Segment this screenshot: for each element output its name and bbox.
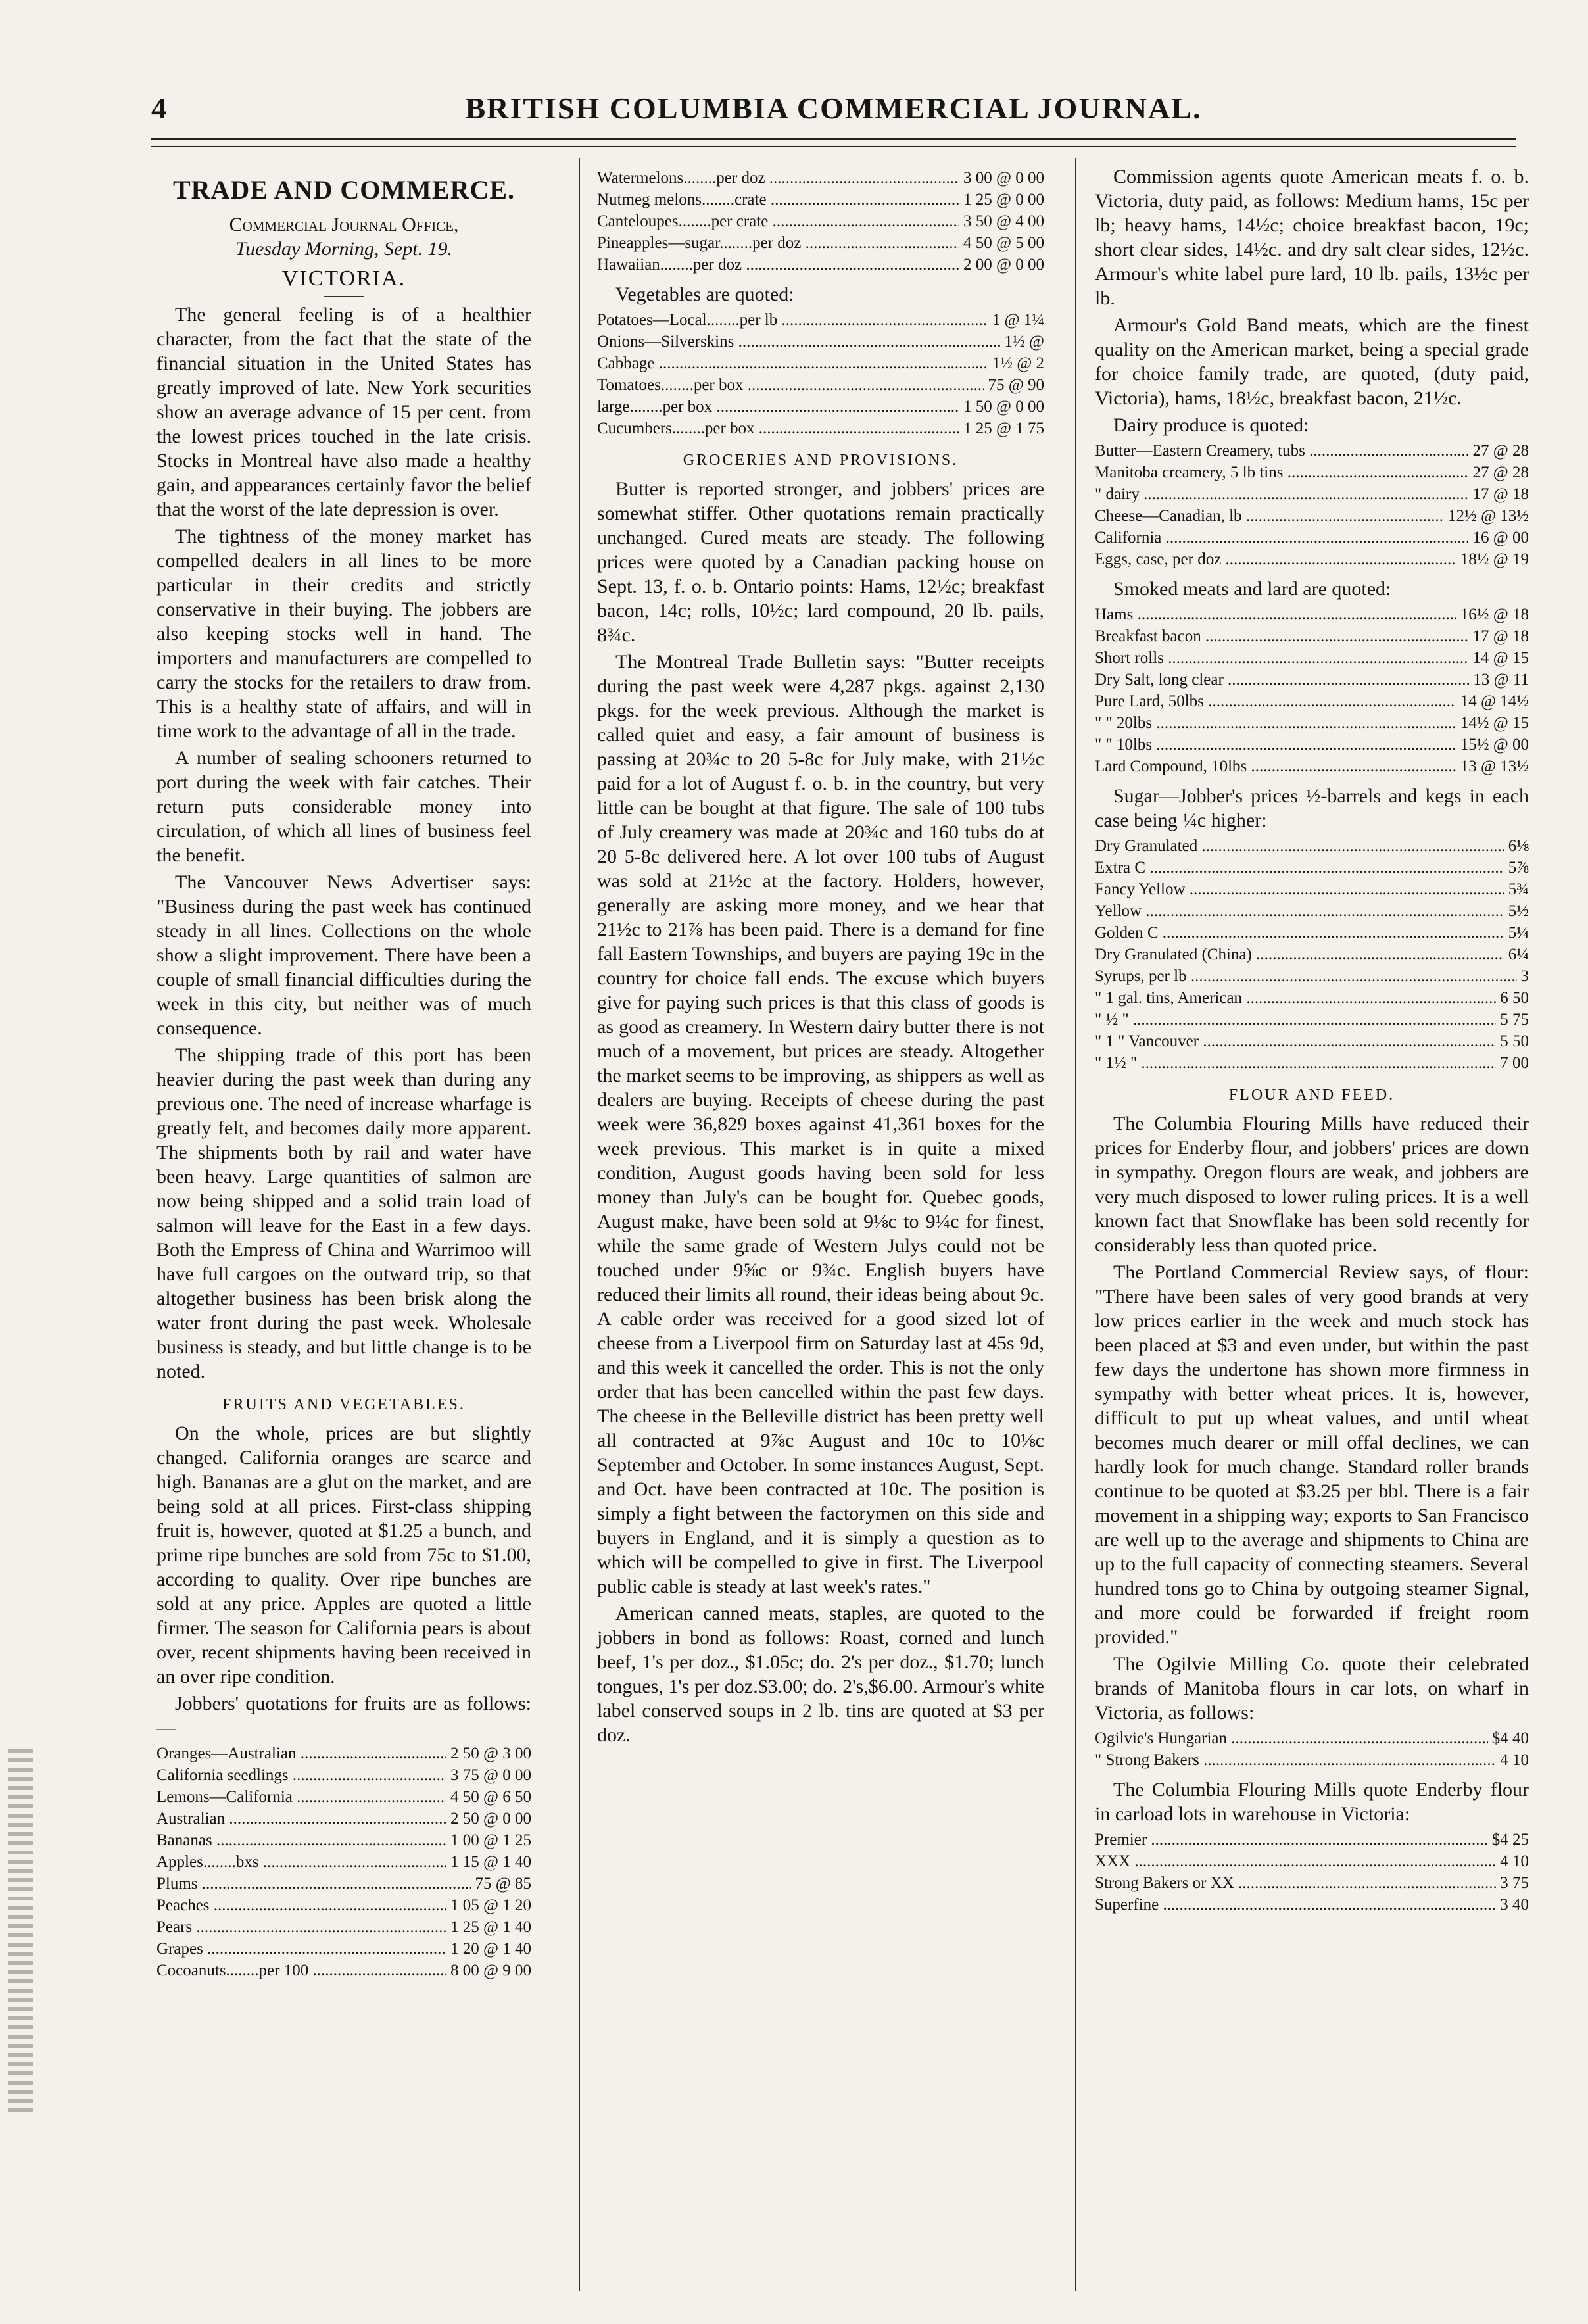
price-row [1095,1829,1529,1851]
price-row [597,254,1044,276]
item-price: 5⅞ [1508,859,1529,877]
item-price: 14½ @ 15 [1460,714,1529,732]
item-price: 17 @ 18 [1472,627,1529,645]
price-row [156,1851,531,1873]
paragraph: The Ogilvie Milling Co. quote their celebrated brands of Manitoba flours in car lots, on wharf in Victoria, as follows: [1095,1653,1529,1724]
item-price: 4 10 [1500,1852,1529,1870]
price-row [156,1938,531,1960]
item-price: 3 40 [1500,1896,1529,1914]
price-row [1095,1009,1529,1030]
item-price: 3 00 @ 0 00 [963,169,1044,187]
price-row [156,1808,531,1829]
price-row [1095,1894,1529,1916]
paragraph: American canned meats, staples, are quoted to the jobbers in bond as follows: Roast, corned and lunch beef, 1's per doz., $1.05c; do. 2's per doz., $1.70; lunch tongues, 1's per doz.$3.00; do. 2's,$6.00. Armour's white label conserved soups in 2 lb. tins are quoted at $3 per doz. [597,1603,1044,1746]
item-price: 2 50 @ 3 00 [450,1745,531,1762]
item-name: large........per box ..... [597,396,959,418]
item-name: Breakfast bacon ..... [1095,625,1468,647]
price-row [1095,879,1529,900]
item-name: Dry Salt, long clear ..... [1095,669,1469,690]
price-row [597,309,1044,331]
item-price: 3 75 [1500,1874,1529,1892]
price-row [1095,857,1529,879]
paragraph: The Columbia Flouring Mills have reduced their prices for Enderby flour, and jobbers' prices are down in sympathy. Oregon flours are weak, and jobbers are very much disposed to lower ruling prices. It is a well known fact that Snowflake has been sold recently for considerably less than quoted price. [1095,1113,1529,1256]
item-name: Onions—Silverskins ..... [597,331,1000,352]
item-name: Superfine ..... [1095,1894,1496,1916]
item-name: Fancy Yellow ..... [1095,879,1504,900]
item-name: Hams ..... [1095,604,1456,625]
item-price: $4 40 [1491,1730,1529,1747]
price-row [156,1786,531,1808]
item-name: Yellow ..... [1095,900,1504,922]
price-row [156,1873,531,1895]
divider [324,296,364,297]
subheading: GROCERIES AND PROVISIONS. [683,452,959,469]
paragraph: On the whole, prices are but slightly changed. California oranges are scarce and high. Bananas are a glut on the market, and are being sold at all prices. First-class shipping fruit is, however, quoted at $1.25 a bunch, and prime ripe bunches are sold from 75c to $1.00, according to quality. Over ripe bunches are sold at any price. Apples are quoted a little firmer. The season for California pears is about over, recent shipments having been received in an over ripe condition. [156,1422,531,1687]
paragraph: The Vancouver News Advertiser says: "Business during the past week has continued steady in all lines. Collections on the whole show a slight improvement. There have been a couple of small financial difficulties during the week in this city, but neither was of much consequence. [156,871,531,1039]
price-row [597,396,1044,418]
item-name: Eggs, case, per doz ..... [1095,548,1456,570]
price-table [597,167,1044,276]
price-table [156,1743,531,1981]
item-name: " 1 gal. tins, American ..... [1095,987,1496,1009]
paragraph: The shipping trade of this port has been heavier during the past week than during any previous one. The need of increase wharfage is greatly felt, and becomes daily more apparent. The shipments both by rail and water have been heavy. Large quantities of salmon are now being shipped and a solid train load of salmon will leave for the East in a few days. Both the Empress of China and Warrimoo will have full cargoes on the outward trip, so that altogether business has been brisk along the water front during the past week. Wholesale business is steady, and but little change is to be noted. [156,1044,531,1382]
item-name: Lard Compound, 10lbs ..... [1095,756,1456,777]
item-name: Pineapples—sugar........per doz ..... [597,232,959,254]
price-row [1095,647,1529,669]
item-name: Lemons—California ..... [156,1786,446,1808]
subheading: FRUITS AND VEGETABLES. [222,1396,466,1413]
paragraph: Jobbers' quotations for fruits are as follows:— [156,1693,531,1739]
item-name: Ogilvie's Hungarian ..... [1095,1728,1488,1749]
item-name: California ..... [1095,527,1468,548]
price-row [1095,604,1529,625]
item-price: 3 75 @ 0 00 [450,1766,531,1784]
item-name: Australian ..... [156,1808,446,1829]
item-price: 27 @ 28 [1472,464,1529,481]
item-name: Syrups, per lb ..... [1095,965,1517,987]
item-price: 17 @ 18 [1472,485,1529,503]
price-row [597,167,1044,189]
price-row [597,189,1044,210]
price-table [1095,440,1529,570]
item-name: Nutmeg melons........crate ..... [597,189,959,210]
price-row [1095,669,1529,690]
price-row [156,1764,531,1786]
paragraph: Vegetables are quoted: [615,283,794,305]
price-table [1095,835,1529,1074]
item-price: 1 50 @ 0 00 [963,398,1044,416]
price-row [1095,1851,1529,1872]
item-price: 3 50 @ 4 00 [963,212,1044,230]
price-row [1095,505,1529,527]
price-row [1095,734,1529,756]
price-row [597,232,1044,254]
header-rule-thin [151,146,1516,147]
price-row [1095,987,1529,1009]
item-price: 18½ @ 19 [1460,550,1529,568]
paragraph: Commission agents quote American meats f. o. b. Victoria, duty paid, as follows: Medium hams, 15c per lb; heavy hams, 14½c; choice breakfast bacon, 19c; short clear sides, 14½c. and dry salt clear sides, 12½c. Armour's white label pure lard, 10 lb. pails, 13½c per lb. [1095,166,1529,309]
item-price: 1 25 @ 1 40 [450,1918,531,1936]
item-price: 1 20 @ 1 40 [450,1940,531,1958]
item-name: Apples........bxs ..... [156,1851,446,1873]
item-name: XXX ..... [1095,1851,1496,1872]
item-name: Cheese—Canadian, lb ..... [1095,505,1444,527]
item-name: Strong Bakers or XX ..... [1095,1872,1496,1894]
header-rule [151,138,1516,140]
item-price: 12½ @ 13½ [1447,507,1529,525]
price-row [1095,483,1529,505]
dateline: Tuesday Morning, Sept. 19. [235,238,452,260]
paragraph: Butter is reported stronger, and jobbers' prices are somewhat stiffer. Other quotations remain practically unchanged. Cured meats are steady. The following prices were quoted by a Canadian packing house on Sept. 13, f. o. b. Ontario points: Hams, 12½c; breakfast bacon, 14c; rolls, 10½c; lard compound, 20 lb. pails, 8¾c. [597,478,1044,646]
scan-edge-artifact [8,1749,33,2118]
price-row [1095,712,1529,734]
price-table [1095,1728,1529,1771]
item-name: Watermelons........per doz ..... [597,167,959,189]
item-price: 5¼ [1508,924,1529,942]
paragraph: The Montreal Trade Bulletin says: "Butter receipts during the past week were 4,287 pkgs. against 2,130 pkgs. for the week previous. Although the market is called quiet and easy, a fair amount of business is passing at 20¾c to 20 5-8c for July make, with 21½c paid for a lot of August f. o. b. in the country, but very little can be bought at that figure. The sale of 100 tubs of July creamery was made at 20¾c and 160 tubs do at 20 5-8c delivered here. A lot over 100 tubs of August was sold at 21½c at the factory. Holders, however, generally are asking more money, and we hear that 21½c to 21⅞ has been paid. There is a demand for fine fall Eastern Townships, and buyers are paying 19c in the country for choice fall ends. The excuse which buyers give for paying such prices is that this class of goods is as good as creamery. In Western dairy butter there is not much of a movement, but prices are steady. Altogether the market seems to be improving, as shippers as well as dealers are buying. Receipts of cheese during the past week were 36,829 boxes against 41,361 boxes for the week previous. This market is in quite a mixed condition, August goods having been sold for less money than July's can be bought for. Quebec goods, August make, have been sold at 9⅛c to 9¼c for finest, while the same grade of Western Julys could not be touched under 9⅝c or 9¾c. English buyers have reduced their limits all round, their ideas being about 9c. A cable order was received for a good sized lot of cheese from a Liverpool firm on Saturday last at 45s 9d, and this week it cancelled the order. This is not the only order that has been cancelled within the past few days. The cheese in the Belleville district has been pretty well all contracted at 9⅞c August and 10c to 10⅛c September and October. In some instances August, Sept. and Oct. have been contracted at 10c. The position is simply a fight between the factorymen on this side and buyers in England, and it is simply a question as to which will be compelled to give in first. The Liverpool public cable is steady at last week's rates." [597,651,1044,1597]
price-row [1095,756,1529,777]
item-name: Short rolls ..... [1095,647,1468,669]
item-name: Premier ..... [1095,1829,1488,1851]
item-price: 5¾ [1508,881,1529,898]
price-row [1095,625,1529,647]
price-row [597,418,1044,439]
column-divider [579,158,580,2291]
item-name: Hawaiian........per doz ..... [597,254,959,276]
item-price: 3 [1520,967,1529,985]
paragraph: Smoked meats and lard are quoted: [1113,578,1391,600]
item-price: 1 25 @ 0 00 [963,191,1044,208]
item-price: 14 @ 15 [1472,649,1529,667]
item-name: Extra C ..... [1095,857,1504,879]
item-name: " Strong Bakers ..... [1095,1749,1496,1771]
price-row [597,352,1044,374]
item-price: 6⅛ [1508,837,1529,855]
item-price: 4 50 @ 5 00 [963,234,1044,252]
price-row [156,1743,531,1764]
subheading: FLOUR AND FEED. [1228,1086,1395,1103]
item-price: 16½ @ 18 [1460,606,1529,623]
paragraph: Armour's Gold Band meats, which are the finest quality on the American market, being a special grade for choice family trade, are quoted, (duty paid, Victoria), hams, 18½c, breakfast bacon, 21½c. [1095,314,1529,409]
price-row [1095,965,1529,987]
item-name: Peaches ..... [156,1895,446,1916]
item-price: 6 50 [1500,989,1529,1007]
item-name: Potatoes—Local........per lb ..... [597,309,988,331]
price-row [1095,835,1529,857]
item-price: 8 00 @ 9 00 [450,1962,531,1979]
page-number: 4 [151,91,166,125]
item-name: Oranges—Australian ..... [156,1743,446,1764]
item-name: Pure Lard, 50lbs ..... [1095,690,1456,712]
item-name: Butter—Eastern Creamery, tubs ..... [1095,440,1468,462]
journal-title: BRITISH COLUMBIA COMMERCIAL JOURNAL. [465,91,1202,125]
item-name: Cabbage ..... [597,352,988,374]
item-name: Cocoanuts........per 100 ..... [156,1960,446,1981]
item-price: 1 25 @ 1 75 [963,420,1044,437]
item-name: Golden C ..... [1095,922,1504,944]
item-price: 2 00 @ 0 00 [963,256,1044,274]
price-row [1095,922,1529,944]
price-row [1095,1872,1529,1894]
price-row [1095,1728,1529,1749]
item-price: 6¼ [1508,946,1529,963]
price-row [1095,690,1529,712]
item-price: 4 50 @ 6 50 [450,1788,531,1806]
item-price: 27 @ 28 [1472,442,1529,460]
page-header [151,91,1516,130]
price-row [1095,548,1529,570]
column-2 [597,164,1044,2298]
item-price: 1 @ 1¼ [992,311,1044,329]
item-name: " " 10lbs ..... [1095,734,1456,756]
item-price: 1 00 @ 1 25 [450,1831,531,1849]
price-table [1095,604,1529,777]
item-price: 7 00 [1500,1054,1529,1072]
price-row [156,1829,531,1851]
paragraph: The Portland Commercial Review says, of flour: "There have been sales of very good brands at very low prices earlier in the week and much stock has been placed at $3 and even under, but within the past few days the undertone has shown more firmness in sympathy with better wheat prices. It is, however, difficult to put up wheat values, and until wheat becomes much dearer or mill offal declines, we can hardly look for much change. Standard roller brands continue to be quoted at $3.25 per bbl. There is a fair movement in a shipping way; exports to San Francisco are well up to the average and shipments to China are up to the full capacity of connecting steamers. Several hundred tons go to China by outgoing steamer Signal, and more could be forwarded if freight room provided." [1095,1261,1529,1648]
item-price: 1½ @ 2 [992,354,1044,372]
city-heading: VICTORIA. [281,266,406,291]
item-price: 1½ @ [1004,333,1044,351]
item-name: " ½ " ..... [1095,1009,1496,1030]
column-divider [1075,158,1076,2291]
price-row [1095,1052,1529,1074]
item-name: Pears ..... [156,1916,446,1938]
item-name: Cucumbers........per box ..... [597,418,959,439]
price-row [1095,527,1529,548]
section-heading: TRADE AND COMMERCE. [172,175,516,205]
column-3 [1095,164,1529,2298]
item-name: Grapes ..... [156,1938,446,1960]
item-price: 13 @ 11 [1473,671,1529,689]
item-name: " 1 " Vancouver ..... [1095,1030,1496,1052]
price-row [597,374,1044,396]
item-name: Canteloupes........per crate ..... [597,210,959,232]
office-line: Commercial Journal Office, [229,214,459,235]
item-name: California seedlings ..... [156,1764,446,1786]
item-price: 5½ [1508,902,1529,920]
item-price: 16 @ 00 [1472,529,1529,546]
item-name: Plums ..... [156,1873,471,1895]
price-row [156,1960,531,1981]
price-row [1095,900,1529,922]
price-table [1095,1829,1529,1916]
price-row [597,331,1044,352]
item-name: Manitoba creamery, 5 lb tins ..... [1095,462,1468,483]
item-name: Dry Granulated (China) ..... [1095,944,1504,965]
item-name: " " 20lbs ..... [1095,712,1456,734]
paragraph: The general feeling is of a healthier character, from the fact that the state of the financial situation in the United States has greatly improved of late. New York securities show an average advance of 15 per cent. from the lowest prices touched in the late crisis. Stocks in Montreal have also made a healthy gain, and appearances certainly favor the belief that the worst of the late depression is over. [156,304,531,520]
price-row [597,210,1044,232]
item-price: 13 @ 13½ [1460,758,1529,775]
paragraph: The Columbia Flouring Mills quote Enderby flour in carload lots in warehouse in Victoria: [1095,1779,1529,1825]
item-name: Tomatoes........per box ..... [597,374,984,396]
item-price: 2 50 @ 0 00 [450,1810,531,1828]
item-price: 4 10 [1500,1751,1529,1769]
paragraph: A number of sealing schooners returned to port during the week with fair catches. Their return puts considerable money into circulation, of which all lines of business feel the benefit. [156,747,531,866]
price-row [156,1895,531,1916]
item-price: 15½ @ 00 [1460,736,1529,754]
item-price: 1 15 @ 1 40 [450,1853,531,1871]
item-price: 75 @ 85 [475,1875,531,1893]
price-row [1095,462,1529,483]
price-row [1095,1749,1529,1771]
price-table [597,309,1044,439]
column-1 [156,164,531,2298]
item-name: " dairy ..... [1095,483,1468,505]
item-price: $4 25 [1491,1831,1529,1849]
price-row [1095,440,1529,462]
paragraph: The tightness of the money market has compelled dealers in all lines to be more particular in their credits and strictly conservative in their buying. The jobbers are also keeping stocks well in hand. The importers and manufacturers are compelled to carry the stocks for the retailers to draw from. This is a healthy state of affairs, and will in time work to the advantage of all in the trade. [156,525,531,742]
price-row [1095,944,1529,965]
item-price: 75 @ 90 [988,376,1044,394]
paragraph: Dairy produce is quoted: [1113,414,1309,436]
price-row [1095,1030,1529,1052]
item-price: 5 50 [1500,1032,1529,1050]
item-price: 1 05 @ 1 20 [450,1897,531,1914]
item-name: " 1½ " ..... [1095,1052,1496,1074]
price-row [156,1916,531,1938]
item-name: Dry Granulated ..... [1095,835,1504,857]
item-price: 5 75 [1500,1011,1529,1029]
paragraph: Sugar—Jobber's prices ½-barrels and kegs in each case being ¼c higher: [1095,785,1529,831]
item-name: Bananas ..... [156,1829,446,1851]
item-price: 14 @ 14½ [1460,692,1529,710]
